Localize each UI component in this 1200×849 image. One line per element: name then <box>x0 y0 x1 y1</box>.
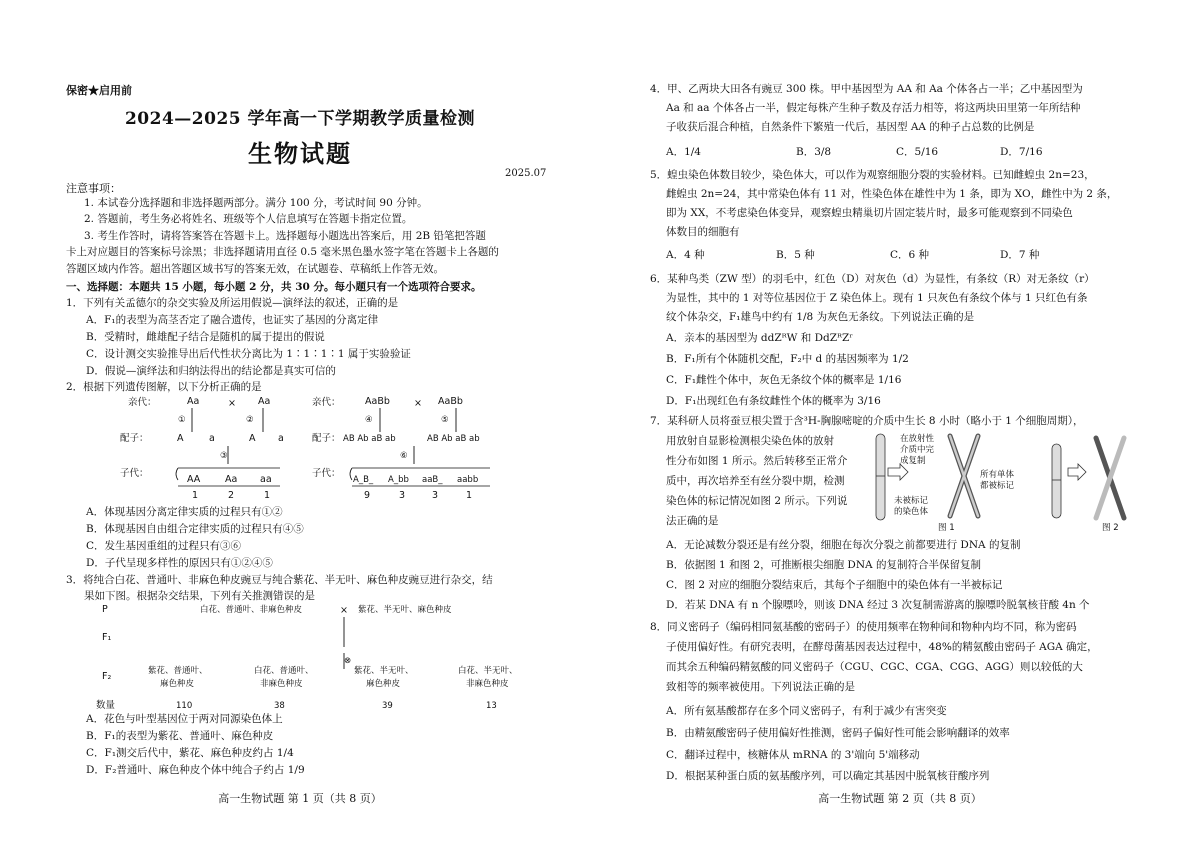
question-3-stem: 3．将纯合白花、普通叶、非麻色种皮豌豆与纯合紫花、半无叶、麻色种皮豌豆进行杂交，结 <box>66 574 493 586</box>
step-mark: ⑥ <box>400 451 408 461</box>
ratio-value: 1 <box>264 490 271 501</box>
question-8-line: 子使用偏好性。有研究表明，在酵母菌基因表达过程中，48%的精氨酸由密码子 AGA 确定， <box>666 641 1098 653</box>
offspring-label: 子代： <box>120 468 149 479</box>
exam-title: 2024—2025 学年高一下学期教学质量检测 <box>124 109 476 129</box>
gamete-set: AB Ab aB ab <box>343 434 396 444</box>
ratio-value: 9 <box>364 490 371 501</box>
count-value: 13 <box>486 701 497 711</box>
question-8-option: D．根据某种蛋白质的氨基酸序列，可以确定其基因中脱氧核苷酸序列 <box>666 770 990 782</box>
inheritance-diagram <box>60 394 500 504</box>
ratio-value: 3 <box>399 490 406 501</box>
page-footer: 高一生物试题 第 1 页（共 8 页） <box>218 792 382 805</box>
f2-phenotype: 麻色种皮 <box>160 679 195 689</box>
question-8-line: 8．同义密码子（编码相同氨基酸的密码子）的使用频率在物种间和物种内均不同，称为密码 <box>650 621 1077 633</box>
question-8-line: 致相等的频率被使用。下列说法正确的是 <box>666 681 855 693</box>
figure-2-caption: 图 2 <box>1102 523 1119 533</box>
question-6-option: A．亲本的基因型为 ddZᴿW 和 DdZᴿZʳ <box>666 332 853 344</box>
cross-result-diagram <box>96 601 546 713</box>
question-8-line: 而其余五种编码精氨酸的同义密码子（CGU、CGC、CGA、CGG、AGG）则以较低的大 <box>666 661 1083 673</box>
question-7-line: 染色体的标记情况如图 2 所示。下列说 <box>666 495 848 507</box>
question-4-option: A．1/4 <box>666 146 701 158</box>
question-7-line: 性分布如图 1 所示。然后转移至正常介 <box>666 455 848 467</box>
question-1-option: B．受精时，雌雄配子结合是随机的属于提出的假说 <box>86 331 325 343</box>
fig-label: 所有单体 <box>980 470 1015 480</box>
page-footer: 高一生物试题 第 2 页（共 8 页） <box>818 792 982 805</box>
question-4-line: Aa 和 aa 个体各占一半，假定每株产生种子数及存活力相等，将这两块田里第一年所结种 <box>666 102 1081 114</box>
parent-genotype: Aa <box>187 396 200 407</box>
question-7-option: A．无论减数分裂还是有丝分裂，细胞在每次分裂之前都要进行 DNA 的复制 <box>666 539 1021 551</box>
offspring-genotype: A_B_ <box>353 475 374 485</box>
gamete-set: AB Ab aB ab <box>427 434 480 444</box>
fig-label: 介质中完 <box>900 445 935 455</box>
question-5-option: C．6 种 <box>890 249 930 261</box>
question-7-line: 7．某科研人员将蚕豆根尖置于含³H-胸腺嘧啶的介质中生长 8 小时（略小于 1 个细胞周期）， <box>650 415 1084 427</box>
note-line: 3. 考生作答时，请将答案答在答题卡上。选择题每小题选出答案后，用 2B 铅笔把答题 <box>84 230 486 242</box>
question-5-option: D．7 种 <box>1000 249 1040 261</box>
figure-1-caption: 图 1 <box>938 523 955 533</box>
offspring-genotype: AA <box>187 474 201 485</box>
question-3-option: D．F₂普通叶、麻色种皮个体中纯合子约占 1/9 <box>86 764 305 776</box>
question-7-line: 法正确的是 <box>666 515 719 527</box>
f2-phenotype: 非麻色种皮 <box>260 679 303 689</box>
question-7-option: B．依据图 1 和图 2，可推断根尖细胞 DNA 的复制符合半保留复制 <box>666 559 981 571</box>
generation-label: P <box>102 604 108 615</box>
ratio-value: 2 <box>228 490 235 501</box>
subject-title: 生物试题 <box>248 139 352 168</box>
question-7-line: 用放射自显影检测根尖染色体的放射 <box>666 435 834 447</box>
f2-phenotype: 白花、普通叶、 <box>254 666 314 676</box>
question-6-option: C．F₁雌性个体中，灰色无条纹个体的概率是 1/16 <box>666 374 902 386</box>
question-2-option: D．子代呈现多样性的原因只有①②④⑤ <box>86 557 273 569</box>
f2-phenotype: 紫花、半无叶、 <box>354 666 414 676</box>
question-2-option: C．发生基因重组的过程只有③⑥ <box>86 540 242 552</box>
question-4-line: 4．甲、乙两块大田各有豌豆 300 株。甲中基因型为 AA 和 Aa 个体各占一半；乙中基因型为 <box>650 83 1083 95</box>
question-8-option: C．翻译过程中，核糖体从 mRNA 的 3'端向 5'端移动 <box>666 749 920 761</box>
question-3-option: C．F₁测交后代中，紫花、麻色种皮约占 1/4 <box>86 747 294 759</box>
parent-genotype: AaBb <box>365 396 390 407</box>
selfing-sign: ⊗ <box>344 656 352 666</box>
notes-heading: 注意事项： <box>66 182 121 195</box>
question-6-line: 纹个体杂交，F₁雄鸟中约有 1/8 为灰色无条纹。下列说法正确的是 <box>666 311 975 323</box>
question-2-option: B．体现基因自由组合定律实质的过程只有④⑤ <box>86 523 304 535</box>
count-value: 38 <box>274 701 285 711</box>
note-line: 卡上对应题目的答案标号涂黑；非选择题请用直径 0.5 毫米黑色墨水签字笔在答题卡上各题的 <box>66 246 499 258</box>
question-2-stem: 2．根据下列遗传图解，以下分析正确的是 <box>66 381 262 393</box>
question-5-option: A．4 种 <box>666 249 705 261</box>
question-2-option: A．体现基因分离定律实质的过程只有①② <box>86 506 283 518</box>
step-mark: ⑤ <box>441 415 449 425</box>
f2-phenotype: 紫花、普通叶、 <box>148 666 208 676</box>
cross-sign: × <box>414 398 422 409</box>
question-4-option: B．3/8 <box>796 146 832 158</box>
f2-phenotype: 麻色种皮 <box>366 679 401 689</box>
question-4-option: D．7/16 <box>1000 146 1043 158</box>
offspring-genotype: aaB_ <box>422 475 443 485</box>
parent-phenotype: 白花、普通叶、非麻色种皮 <box>200 605 303 615</box>
offspring-genotype: aabb <box>457 475 479 485</box>
parent-label: 亲代： <box>128 397 157 408</box>
question-5-option: B．5 种 <box>776 249 815 261</box>
question-1-stem: 1．下列有关孟德尔的杂交实验及所运用假说—演绎法的叙述，正确的是 <box>66 297 399 309</box>
parent-phenotype: 紫花、半无叶、麻色种皮 <box>358 605 452 615</box>
question-8-option: B．由精氨酸密码子使用偏好性推测，密码子偏好性可能会影响翻译的效率 <box>666 727 1010 739</box>
question-6-line: 6．某种鸟类（ZW 型）的羽毛中，红色（D）对灰色（d）为显性，有条纹（R）对无条纹（r） <box>650 273 1095 285</box>
question-1-option: A．F₁的表型为高茎否定了融合遗传，也证实了基因的分离定律 <box>86 314 379 326</box>
question-3-option: B．F₁的表型为紫花、普通叶、麻色种皮 <box>86 730 274 742</box>
offspring-genotype: aa <box>260 474 272 485</box>
page-2 <box>600 0 1200 849</box>
cross-sign: × <box>340 605 348 616</box>
question-1-option: C．设计测交实验推导出后代性状分离比为 1∶1∶1∶1 属于实验验证 <box>86 348 411 360</box>
chromosome-figure <box>868 428 1168 534</box>
count-label: 数量 <box>96 700 116 711</box>
step-mark: ③ <box>220 451 228 461</box>
note-line: 2. 答题前，考生务必将姓名、班级等个人信息填写在答题卡指定位置。 <box>84 213 413 225</box>
f2-phenotype: 白花、半无叶、 <box>458 666 518 676</box>
ratio-value: 1 <box>192 490 199 501</box>
gamete: a <box>278 433 284 444</box>
question-5-line: 体数目的细胞有 <box>666 226 740 238</box>
step-mark: ② <box>246 415 254 425</box>
gamete: A <box>177 433 184 444</box>
count-value: 39 <box>382 701 393 711</box>
parent-genotype: AaBb <box>438 396 463 407</box>
question-3-stem: 果如下图。根据杂交结果，下列有关推测错误的是 <box>84 590 315 602</box>
question-3-option: A．花色与叶型基因位于两对同源染色体上 <box>86 713 283 725</box>
parent-label: 亲代： <box>312 397 341 408</box>
offspring-genotype: A_bb <box>388 475 409 485</box>
f2-phenotype: 非麻色种皮 <box>466 679 509 689</box>
question-7-option: C．图 2 对应的细胞分裂结束后，其每个子细胞中的染色体有一半被标记 <box>666 579 1003 591</box>
step-mark: ① <box>178 415 186 425</box>
fig-label: 在放射性 <box>900 434 935 444</box>
question-6-line: 为显性，其中的 1 对等位基因位于 Z 染色体上。现有 1 只灰色有条纹个体与 1 只红色有条 <box>666 292 1088 304</box>
question-5-line: 雌蝗虫 2n=24，其中常染色体有 11 对，性染色体在雄性中为 1 条，即为 XO，雌性中为 2 条， <box>666 188 1118 200</box>
fig-label: 都被标记 <box>980 481 1015 491</box>
note-line: 1. 本试卷分选择题和非选择题两部分。满分 100 分，考试时间 90 分钟。 <box>84 197 428 209</box>
question-4-option: C．5/16 <box>896 146 939 158</box>
generation-label: F₂ <box>102 671 112 682</box>
note-line: 答题区域内作答。超出答题区域书写的答案无效，在试题卷、草稿纸上作答无效。 <box>66 263 444 275</box>
count-value: 110 <box>176 701 193 711</box>
question-4-line: 子收获后混合种植，自然条件下繁殖一代后，基因型 AA 的种子占总数的比例是 <box>666 121 1035 133</box>
gamete-label: 配子： <box>120 433 149 444</box>
confidential-mark: 保密★启用前 <box>66 84 132 97</box>
generation-label: F₁ <box>102 632 112 643</box>
gamete-label: 配子： <box>312 433 341 444</box>
cross-sign: × <box>228 398 236 409</box>
gamete: A <box>249 433 256 444</box>
question-7-line: 质中，再次培养至有丝分裂中期，检测 <box>666 475 845 487</box>
fig-label: 成复制 <box>900 456 926 466</box>
question-5-line: 5．蝗虫染色体数目较少，染色体大，可以作为观察细胞分裂的实验材料。已知雌蝗虫 2n=23， <box>650 169 1095 181</box>
question-1-option: D．假说—演绎法和归纳法得出的结论都是真实可信的 <box>86 365 336 377</box>
ratio-value: 3 <box>432 490 439 501</box>
offspring-genotype: Aa <box>225 474 238 485</box>
step-mark: ④ <box>365 415 373 425</box>
ratio-value: 1 <box>466 490 473 501</box>
exam-date: 2025.07 <box>505 168 547 179</box>
question-7-option: D．若某 DNA 有 n 个腺嘌呤，则该 DNA 经过 3 次复制需游离的腺嘌呤脱氧核苷酸 4n 个 <box>666 599 1090 611</box>
question-6-option: D．F₁出现红色有条纹雌性个体的概率为 3/16 <box>666 395 881 407</box>
question-8-option: A．所有氨基酸都存在多个同义密码子，有利于减少有害突变 <box>666 705 947 717</box>
gamete: a <box>209 433 215 444</box>
fig-label: 未被标记 <box>894 496 929 506</box>
offspring-label: 子代： <box>312 468 341 479</box>
question-5-line: 即为 XX，不考虑染色体变异，观察蝗虫精巢切片固定装片时，最多可能观察到不同染色 <box>666 207 1073 219</box>
fig-label: 的染色体 <box>894 507 929 517</box>
question-6-option: B．F₁所有个体随机交配，F₂中 d 的基因频率为 1/2 <box>666 353 909 365</box>
section-heading: 一、选择题：本题共 15 小题，每小题 2 分，共 30 分。每小题只有一个选项符合要求。 <box>66 281 482 293</box>
parent-genotype: Aa <box>258 396 271 407</box>
